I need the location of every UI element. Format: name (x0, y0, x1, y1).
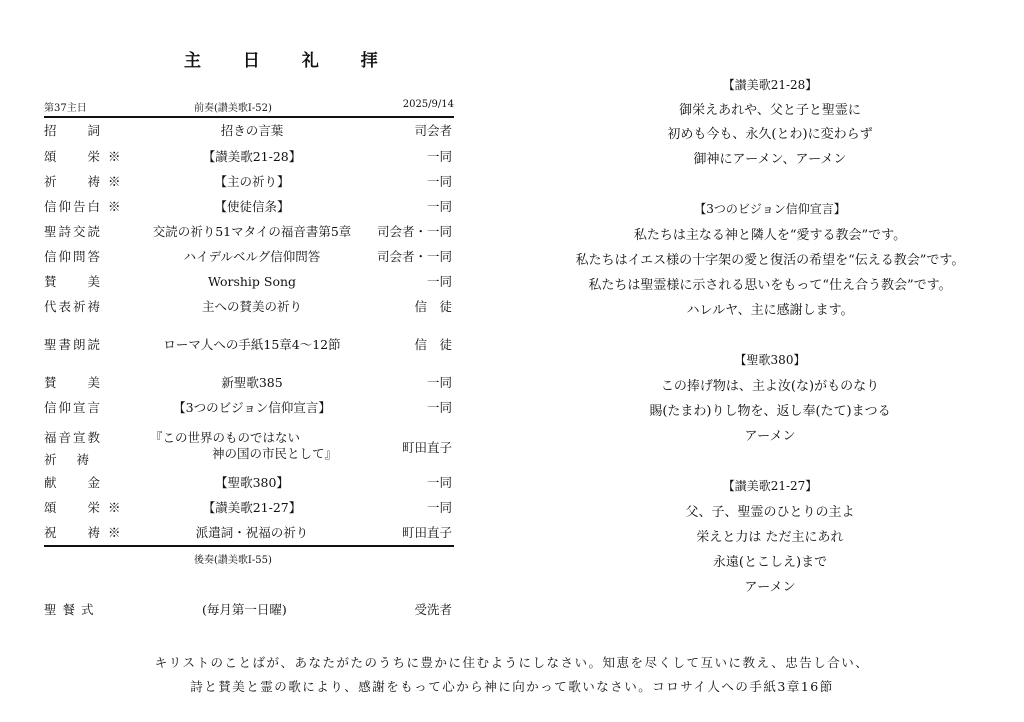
order-who: 一同 (426, 500, 452, 515)
order-item: 頌 栄 ※ (44, 500, 123, 515)
order-item: 信仰宣言 (44, 400, 103, 415)
order-row (44, 121, 454, 141)
communion-row (44, 600, 454, 620)
lyric-line: 永遠(とこしえ)まで (712, 555, 828, 570)
order-content: 【讃美歌21-28】 (202, 149, 302, 164)
order-item: 祈 祷 ※ (44, 174, 123, 189)
order-item: 献 金 (44, 475, 103, 490)
order-item: 代表祈祷 (44, 299, 103, 314)
sermon-title-line1: 『この世界のものではない (150, 430, 301, 445)
order-row (44, 247, 454, 267)
meta-row (44, 99, 454, 115)
order-who: 一同 (426, 274, 452, 289)
lyric-line: 栄えと力は ただ主にあれ (696, 530, 844, 545)
order-item: 招 詞 (44, 123, 103, 138)
order-row (44, 498, 454, 518)
order-item: 信仰問答 (44, 249, 103, 264)
order-content: ローマ人への手紙15章4～12節 (163, 337, 341, 352)
order-who: 司会者 (414, 123, 452, 138)
order-item: 信仰告白 ※ (44, 199, 123, 214)
sermon-title-line2: 神の国の市民として』 (212, 446, 338, 461)
order-who: 一同 (426, 475, 452, 490)
order-row (44, 335, 454, 355)
order-content: 【聖歌380】 (215, 475, 289, 490)
order-who: 信 徒 (414, 299, 452, 314)
order-row (44, 473, 454, 493)
lyric-line: 御神にアーメン、アーメン (693, 152, 847, 167)
sermon-label: 福音宣教 (44, 430, 103, 445)
order-item: 頌 栄 ※ (44, 149, 123, 164)
order-item: 賛 美 (44, 274, 103, 289)
order-who: 司会者・一同 (376, 249, 452, 264)
order-who: 一同 (426, 149, 452, 164)
section-heading: 【讃美歌21-27】 (722, 479, 818, 493)
prelude: 前奏(讃美歌Ⅰ-52) (194, 103, 272, 114)
service-date: 2025/9/14 (402, 99, 454, 110)
order-row (44, 523, 454, 543)
order-content: 【讃美歌21-27】 (202, 500, 302, 515)
section-heading: 【讃美歌21-28】 (722, 78, 818, 92)
order-row (44, 373, 454, 393)
order-who: 信 徒 (414, 337, 452, 352)
order-item: 聖詩交読 (44, 224, 103, 239)
order-row (44, 272, 454, 292)
order-content: 【主の祈り】 (214, 174, 290, 189)
order-content: 招きの言葉 (220, 123, 284, 138)
lyric-line: この捧げ物は、主よ汝(な)がものなり (660, 379, 880, 394)
order-content: Worship Song (207, 274, 297, 289)
order-item: 聖書朗読 (44, 337, 103, 352)
postlude: 後奏(讃美歌Ⅰ-55) (194, 555, 272, 566)
order-row (44, 197, 454, 217)
lyric-line: 初めも今も、永久(とわ)に変わらず (667, 127, 873, 142)
creed-line: 私たちはイエス様の十字架の愛と復活の希望を“伝える教会”です。 (575, 253, 965, 268)
order-item: 賛 美 (44, 375, 103, 390)
creed-line: ハレルヤ、主に感謝します。 (686, 303, 854, 318)
section-heading: 【3つのビジョン信仰宣言】 (694, 202, 846, 216)
order-content: 新聖歌385 (221, 375, 283, 390)
communion-who: 受洗者 (414, 602, 452, 617)
order-content: 交読の祈り51マタイの福音書第5章 (152, 224, 352, 239)
order-content: ハイデルベルグ信仰問答 (183, 249, 321, 264)
preacher: 町田直子 (401, 440, 452, 455)
order-row (44, 297, 454, 317)
scripture-footer-line1: キリストのことばが、あなたがたのうちに豊かに住むようにしなさい。知恵を尽くして互いに教え、忠告し合い、 (154, 655, 870, 670)
lyric-line: 御栄えあれや、父と子と聖霊に (679, 103, 861, 118)
lyric-line: アーメン (744, 429, 796, 444)
creed-line: 私たちは主なる神と隣人を“愛する教会”です。 (633, 228, 907, 243)
order-who: 司会者・一同 (376, 224, 452, 239)
prayer-label: 祈祷 (44, 452, 110, 467)
sunday-number: 第37主日 (44, 103, 87, 114)
order-content: 【使徒信条】 (214, 199, 290, 214)
order-content: 主への賛美の祈り (201, 299, 302, 314)
order-row (44, 172, 454, 192)
communion-note: (毎月第一日曜) (202, 602, 287, 617)
page-title: 主 日 礼 拝 (184, 51, 396, 71)
lyric-line: 父、子、聖霊のひとりの主よ (685, 505, 855, 520)
order-who: 町田直子 (401, 525, 452, 540)
order-who: 一同 (426, 375, 452, 390)
order-who: 一同 (426, 400, 452, 415)
order-who: 一同 (426, 199, 452, 214)
scripture-footer-line2: 詩と賛美と霊の歌により、感謝をもって心から神に向かって歌いなさい。コロサイ人への手紙3章16節 (190, 679, 834, 694)
order-row (44, 398, 454, 418)
communion-label: 聖餐式 (44, 602, 100, 617)
order-row (44, 147, 454, 167)
order-item: 祝 祷 ※ (44, 525, 123, 540)
creed-line: 私たちは聖霊様に示される思いをもって“仕え合う教会”です。 (588, 278, 952, 293)
lyric-line: アーメン (744, 580, 796, 595)
order-content: 【3つのビジョン信仰宣言】 (173, 400, 331, 415)
order-row (44, 222, 454, 242)
section-heading: 【聖歌380】 (734, 353, 806, 367)
order-who: 一同 (426, 174, 452, 189)
order-content: 派遣詞・祝福の祈り (195, 525, 309, 540)
lyric-line: 賜(たまわ)りし物を、返し奉(たて)まつる (649, 404, 891, 419)
top-rule (44, 116, 454, 118)
sermon-block (44, 428, 454, 468)
bottom-rule (44, 545, 454, 547)
